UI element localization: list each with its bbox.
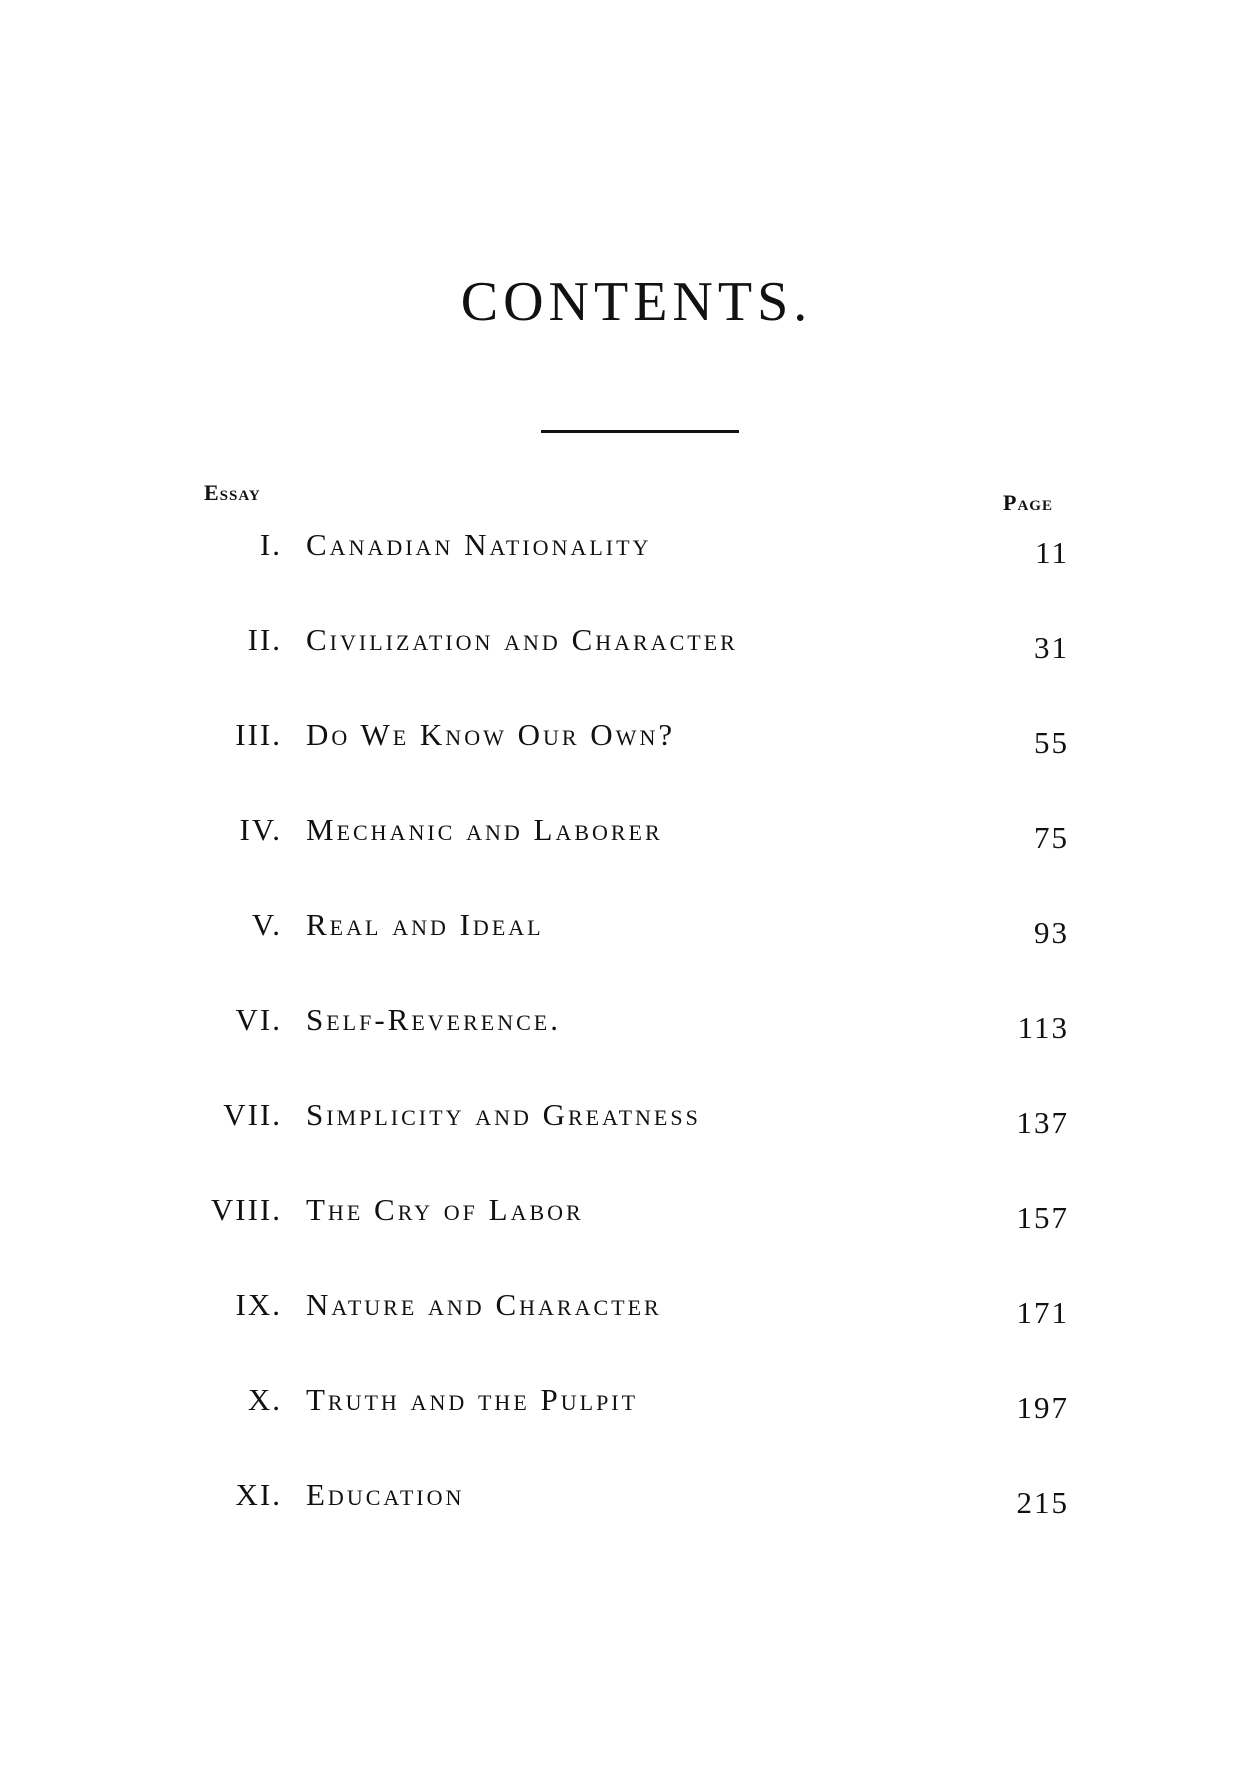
entry-numeral: VII.: [223, 1097, 282, 1132]
entry-numeral: II.: [247, 622, 282, 657]
entry-numeral: X.: [247, 1382, 282, 1417]
entry-title: Truth and the Pulpit: [306, 1382, 639, 1417]
contents-entry: [0, 812, 1259, 907]
contents-entry: [0, 527, 1259, 622]
entry-numeral: XI.: [235, 1477, 282, 1512]
contents-entry: [0, 907, 1259, 1002]
entry-title: Simplicity and Greatness: [306, 1097, 701, 1132]
entry-numeral: IV.: [239, 812, 282, 847]
contents-entry: [0, 1287, 1259, 1382]
contents-entry: [0, 622, 1259, 717]
entry-page: 215: [1016, 1485, 1069, 1520]
entry-numeral: IX.: [235, 1287, 282, 1322]
contents-entry: [0, 1477, 1259, 1572]
entry-title: Mechanic and Laborer: [306, 812, 663, 847]
page-title: CONTENTS.: [460, 271, 813, 333]
entry-page: 171: [1016, 1295, 1069, 1330]
entry-title: Education: [306, 1477, 465, 1512]
entry-numeral: I.: [259, 527, 282, 562]
title-divider: [541, 430, 739, 433]
entry-page: 93: [1034, 915, 1069, 950]
contents-entry: [0, 1192, 1259, 1287]
contents-entry: [0, 717, 1259, 812]
entry-title: The Cry of Labor: [306, 1192, 584, 1227]
entry-title: Nature and Character: [306, 1287, 662, 1322]
contents-entry: [0, 1002, 1259, 1097]
contents-entry: [0, 1097, 1259, 1192]
essay-column-header: Essay: [204, 480, 261, 505]
entry-numeral: VIII.: [210, 1192, 282, 1227]
entry-title: Real and Ideal: [306, 907, 544, 942]
contents-entry: [0, 1382, 1259, 1477]
entry-page: 157: [1016, 1200, 1069, 1235]
entry-page: 137: [1016, 1105, 1069, 1140]
entry-title: Civilization and Character: [306, 622, 738, 657]
entry-page: 113: [1017, 1010, 1069, 1045]
entry-numeral: VI.: [235, 1002, 282, 1037]
entry-title: Self-Reverence.: [306, 1002, 561, 1037]
entry-numeral: III.: [235, 717, 282, 752]
entry-numeral: V.: [251, 907, 282, 942]
entry-title: Canadian Nationality: [306, 527, 652, 562]
entry-page: 55: [1034, 725, 1069, 760]
entry-page: 197: [1016, 1390, 1069, 1425]
entry-title: Do We Know Our Own?: [306, 717, 676, 752]
contents-list: [0, 527, 1259, 1572]
page-column-header: Page: [1003, 490, 1053, 515]
entry-page: 31: [1034, 630, 1069, 665]
entry-page: 11: [1035, 535, 1069, 570]
entry-page: 75: [1034, 820, 1069, 855]
